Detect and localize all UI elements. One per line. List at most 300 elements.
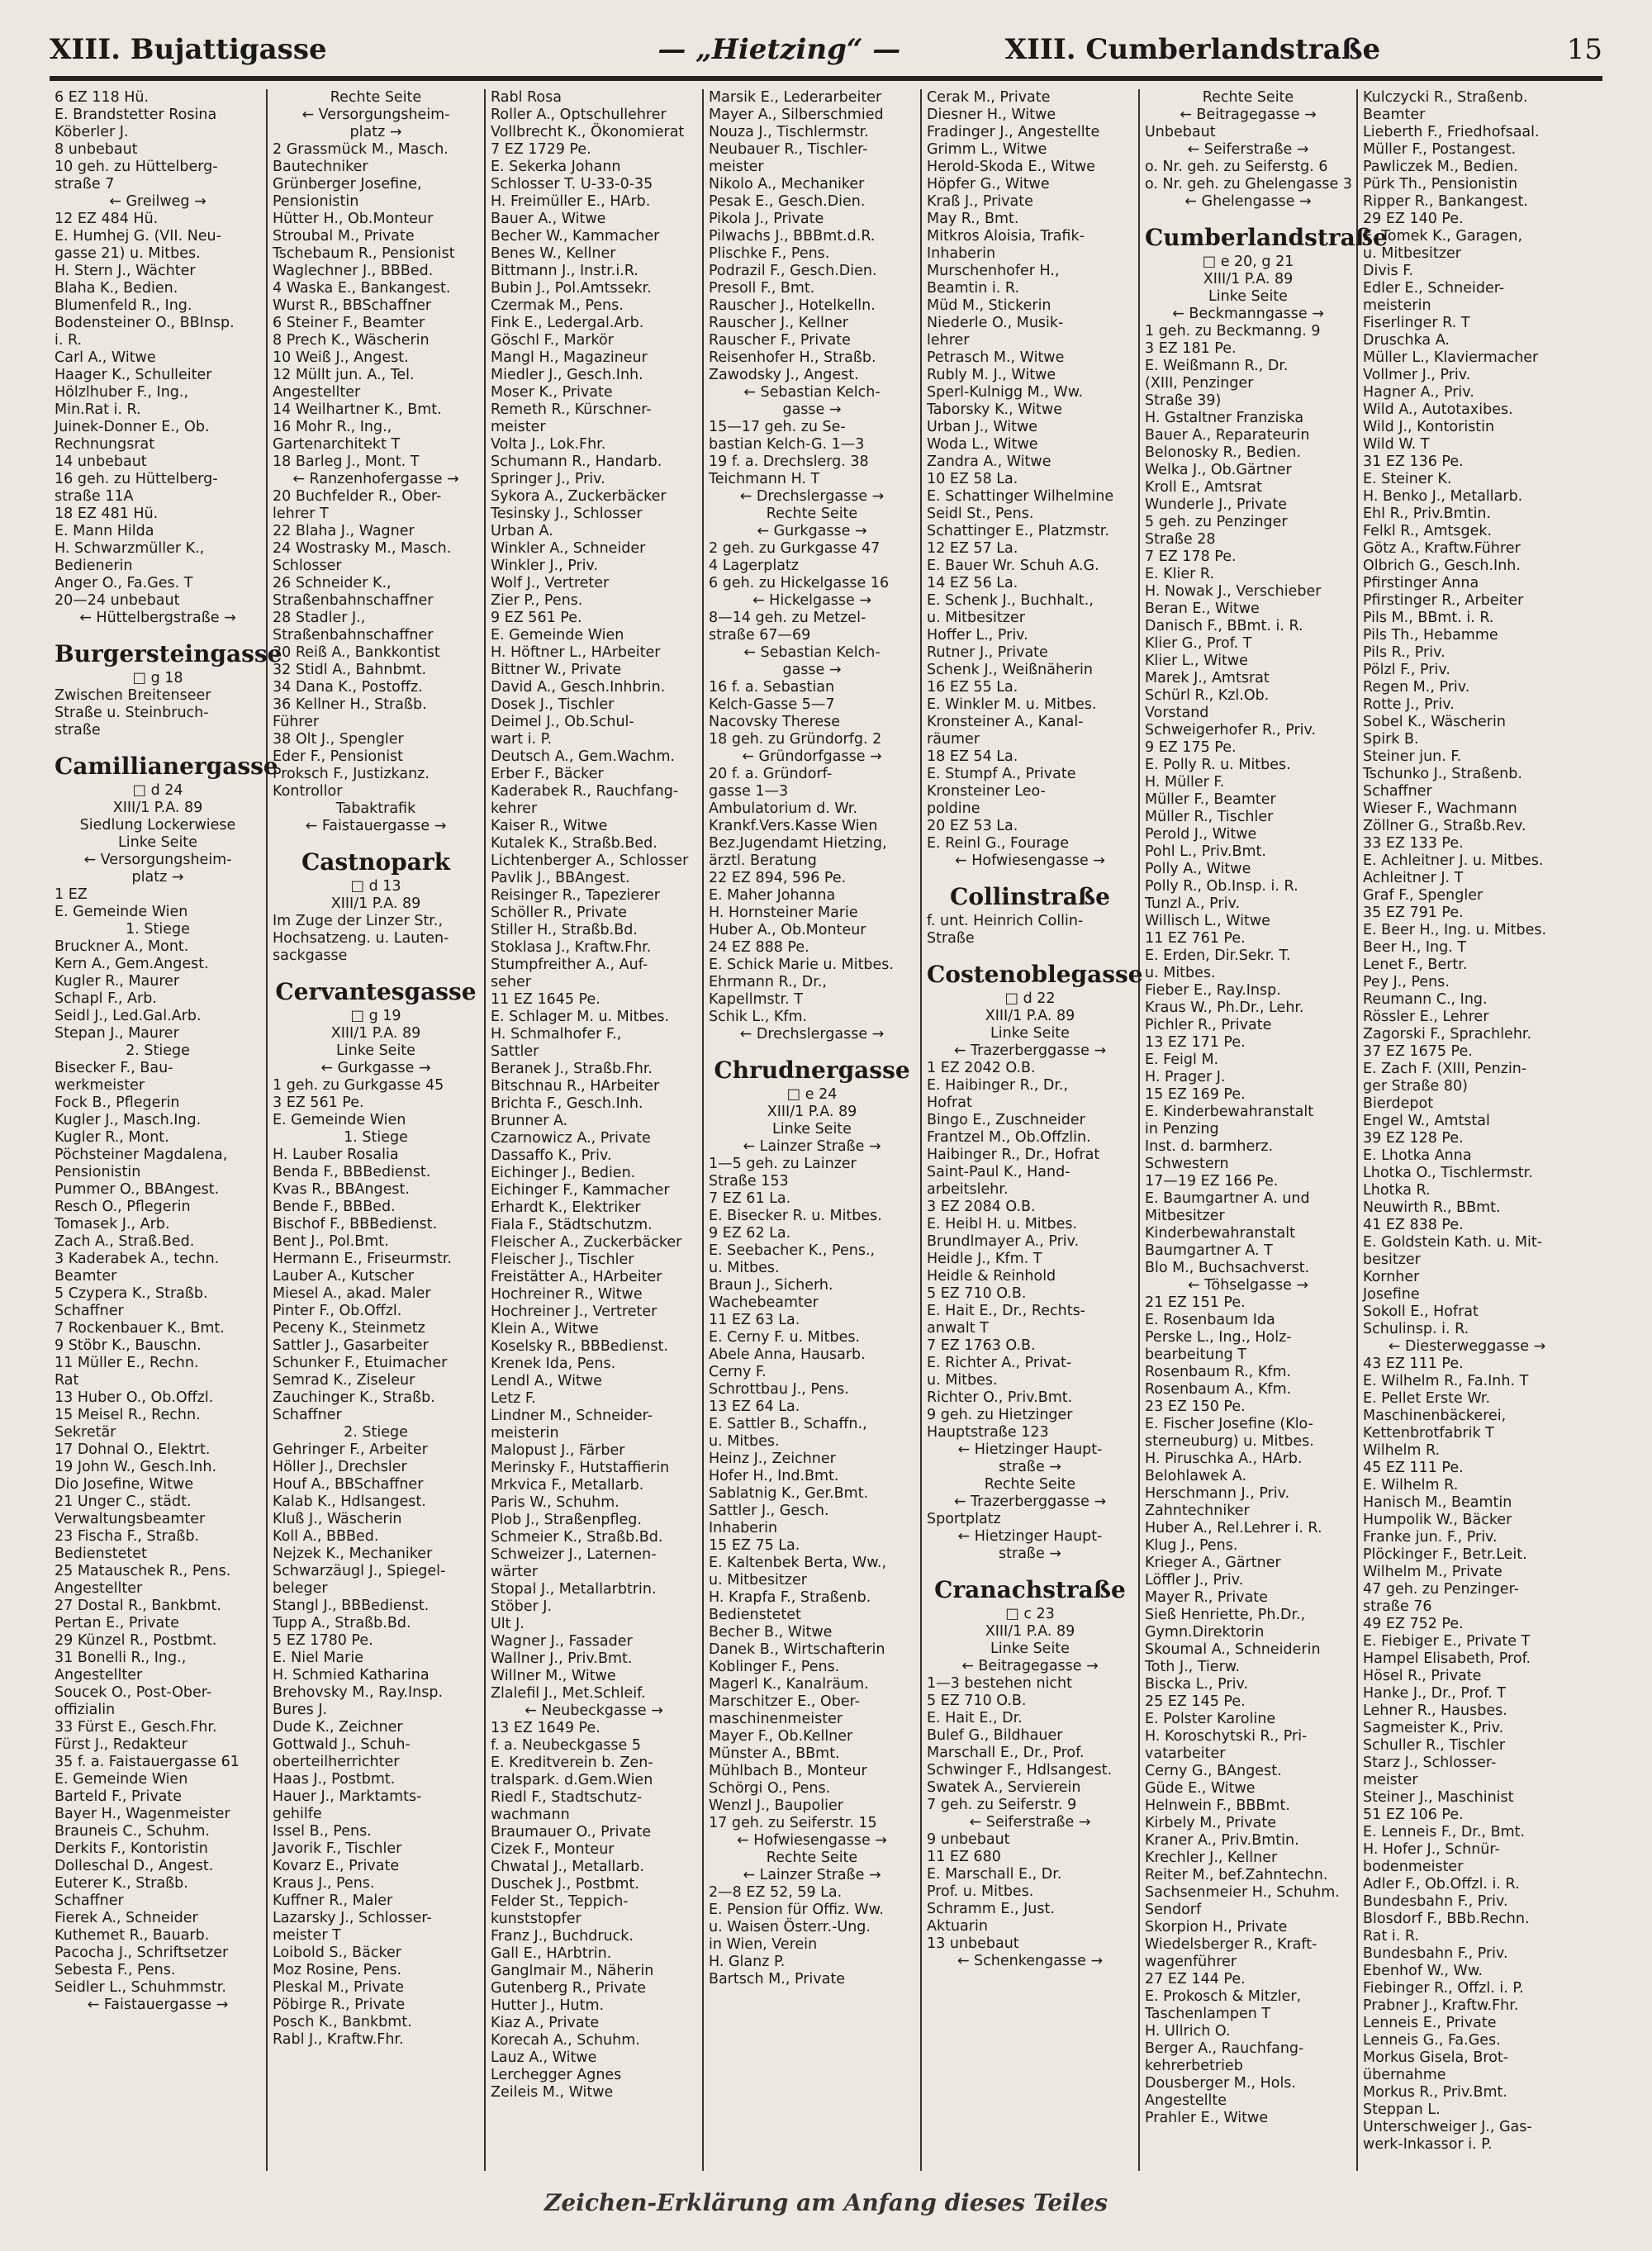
directory-entry: E. Richter A., Privat- — [927, 1355, 1072, 1371]
directory-entry: Fierek A., Schneider — [55, 1910, 198, 1926]
directory-entry: Seidler L., Schuhmmstr. — [55, 1979, 226, 1996]
directory-entry: ← Faistauergasse → — [305, 818, 447, 834]
directory-entry: Wunderle J., Private — [1145, 496, 1287, 513]
directory-entry: ← Lainzer Straße → — [743, 1138, 881, 1155]
directory-entry: Waglechner J., BBBed. — [273, 263, 434, 279]
directory-entry: Juinek-Donner E., Ob. — [55, 419, 210, 435]
directory-entry: Rössler E., Lehrer — [1363, 1009, 1489, 1025]
directory-entry: Grimm L., Witwe — [927, 141, 1047, 158]
directory-entry: Götz A., Kraftw.Führer — [1363, 540, 1521, 557]
directory-entry: 20 Buchfelder R., Ober- — [273, 488, 442, 505]
directory-entry: Bitschnau R., HArbeiter — [491, 1078, 660, 1095]
directory-entry: Abele Anna, Hausarb. — [709, 1346, 866, 1363]
directory-entry: Straße — [927, 930, 975, 947]
directory-entry: Dio Josefine, Witwe — [55, 1476, 194, 1493]
directory-entry: ← Trazerberggasse → — [953, 1494, 1107, 1510]
directory-entry: gasse 21) u. Mitbes. — [55, 245, 201, 262]
directory-entry: E. Feigl M. — [1145, 1052, 1219, 1068]
directory-entry: E. Goldstein Kath. u. Mit- — [1363, 1234, 1543, 1251]
header-right-street: XIII. Cumberlandstraße — [1004, 33, 1381, 66]
directory-entry: Kronsteiner Leo- — [927, 783, 1046, 800]
directory-entry: Wild A., Autotaxibes. — [1363, 401, 1513, 418]
directory-entry: Fiebinger R., Offzl. i. P. — [1363, 1980, 1524, 1997]
directory-entry: Rosenbaum A., Kfm. — [1145, 1381, 1292, 1398]
directory-entry: □ e 24 — [786, 1086, 838, 1103]
directory-entry: E. Tomek K., Garagen, — [1363, 228, 1523, 245]
column-4 — [704, 89, 922, 2171]
directory-entry: Stöber J. — [491, 1598, 553, 1615]
page-header — [50, 25, 1602, 74]
directory-entry: Wachebeamter — [709, 1294, 819, 1311]
directory-entry: Krieger A., Gärtner — [1145, 1555, 1281, 1571]
directory-entry: Linke Seite — [336, 1042, 415, 1059]
directory-entry: wart i. P. — [491, 731, 553, 748]
directory-entry: 11 EZ 680 — [927, 1849, 1001, 1865]
directory-entry: Schapl F., Arb. — [55, 990, 157, 1007]
directory-entry: Hanisch M., Beamtin — [1363, 1494, 1512, 1511]
directory-entry: E. Weißmann R., Dr. — [1145, 358, 1289, 374]
directory-entry: Lazarsky J., Schlosser- — [273, 1910, 432, 1926]
directory-entry: Franke jun. F., Priv. — [1363, 1529, 1498, 1546]
directory-entry: Marsik E., Lederarbeiter — [709, 89, 882, 106]
directory-entry: 7 EZ 1763 O.B. — [927, 1337, 1036, 1354]
directory-entry: Pürk Th., Pensionistin — [1363, 176, 1518, 192]
directory-entry: 9 unbebaut — [927, 1831, 1010, 1848]
directory-entry: Houf A., BBSchaffner — [273, 1476, 424, 1493]
directory-entry: Führer — [273, 714, 320, 730]
directory-entry: 17 geh. zu Seiferstr. 15 — [709, 1815, 877, 1831]
directory-entry: 51 EZ 106 Pe. — [1363, 1807, 1464, 1823]
directory-entry: Kraner A., Priv.Bmtin. — [1145, 1832, 1299, 1849]
directory-entry: E. Schattinger Wilhelmine — [927, 488, 1114, 505]
directory-entry: Cerny G., BAngest. — [1145, 1763, 1282, 1779]
directory-entry: E. Zach F. (XIII, Penzin- — [1363, 1061, 1527, 1077]
directory-entry: Soucek O., Post-Ober- — [55, 1684, 212, 1701]
directory-entry: Rauscher J., Kellner — [709, 315, 848, 331]
directory-entry: 37 EZ 1675 Pe. — [1363, 1043, 1473, 1060]
directory-entry: E. Beer H., Ing. u. Mitbes. — [1363, 922, 1547, 938]
directory-entry: Unbebaut — [1145, 124, 1216, 140]
directory-entry: Bruckner A., Mont. — [55, 938, 189, 955]
directory-entry: Rechte Seite — [766, 506, 858, 522]
directory-entry: Beamtin i. R. — [927, 280, 1020, 297]
directory-entry: räumer — [927, 731, 980, 748]
directory-entry: meisterin — [1363, 297, 1431, 314]
directory-entry: Müller F., Postangest. — [1363, 141, 1517, 158]
directory-entry: beleger — [273, 1580, 328, 1597]
directory-entry: 13 EZ 1649 Pe. — [491, 1720, 601, 1736]
directory-entry: Merinsky F., Hutstaffierin — [491, 1460, 670, 1476]
directory-entry: E. Winkler M. u. Mitbes. — [927, 696, 1097, 713]
directory-entry: Volta J., Lok.Fhr. — [491, 436, 606, 453]
directory-entry: Kroll E., Amtsrat — [1145, 479, 1262, 496]
directory-entry: Rotte J., Priv. — [1363, 696, 1455, 713]
directory-entry: ← Versorgungsheim- — [83, 852, 232, 868]
directory-entry: Lieberth F., Friedhofsaal. — [1363, 124, 1540, 140]
directory-entry: E. Achleitner J. u. Mitbes. — [1363, 852, 1544, 869]
directory-entry: Hofrat — [927, 1095, 972, 1111]
directory-entry: Aktuarin — [927, 1918, 988, 1935]
directory-entry: E. Prokosch & Mitzler, — [1145, 1988, 1302, 2005]
directory-entry: □ d 24 — [132, 782, 183, 799]
directory-entry: 27 Dostal R., Bankbmt. — [55, 1598, 221, 1614]
directory-entry: Rechte Seite — [984, 1476, 1076, 1493]
directory-entry: H. Schwarzmüller K., — [55, 540, 205, 557]
directory-entry: Hofer H., Ind.Bmt. — [709, 1468, 839, 1484]
directory-entry: Schweigerhofer R., Priv. — [1145, 722, 1317, 738]
directory-entry: 26 Schneider K., — [273, 575, 392, 591]
directory-entry: 16 EZ 55 La. — [927, 679, 1018, 696]
directory-entry: Mayer A., Silberschmied — [709, 107, 884, 123]
directory-entry: u. Mitbes. — [1145, 965, 1216, 981]
directory-entry: E. Lenneis F., Dr., Bmt. — [1363, 1824, 1526, 1840]
directory-entry: Achleitner J. T — [1363, 870, 1464, 886]
directory-entry: Koblinger F., Pens. — [709, 1659, 840, 1675]
directory-entry: meister — [1363, 1772, 1418, 1788]
directory-entry: Klier L., Witwe — [1145, 653, 1248, 669]
directory-entry: Marschall E., Dr., Prof. — [927, 1745, 1085, 1761]
directory-entry: i. R. — [55, 332, 83, 349]
directory-entry: E. Hait E., Dr., Rechts- — [927, 1303, 1085, 1319]
directory-entry: Bischof F., BBBedienst. — [273, 1216, 438, 1232]
directory-entry: Schuller R., Tischler — [1363, 1737, 1506, 1754]
directory-entry: maschinenmeister — [709, 1711, 843, 1727]
directory-entry: u. Mitbes. — [709, 1433, 780, 1450]
directory-entry: Prabner J., Kraftw.Fhr. — [1363, 1997, 1519, 2014]
directory-entry: Straßenbahnschaffner — [273, 592, 434, 609]
directory-entry: Schürl R., Kzl.Ob. — [1145, 687, 1270, 704]
directory-entry: Blaha K., Bedien. — [55, 280, 178, 297]
directory-entry: Carl A., Witwe — [55, 349, 156, 366]
street-heading: Chrudnergasse — [714, 1057, 910, 1084]
directory-entry: Kluß J., Wäscherin — [273, 1511, 402, 1527]
directory-entry: Hoffer L., Priv. — [927, 627, 1028, 643]
directory-entry: Czarnowicz A., Private — [491, 1130, 651, 1147]
directory-entry: Lhotka O., Tischlermstr. — [1363, 1165, 1533, 1181]
directory-entry: bodenmeister — [1363, 1859, 1464, 1875]
directory-entry: Koll A., BBBed. — [273, 1528, 379, 1545]
directory-entry: 7 Rockenbauer K., Bmt. — [55, 1320, 225, 1337]
directory-entry: ger Straße 80) — [1363, 1078, 1468, 1095]
directory-entry: Benes W., Kellner — [491, 245, 616, 262]
directory-entry: Mühlbach B., Monteur — [709, 1763, 867, 1779]
directory-entry: Schrottbau J., Pens. — [709, 1381, 849, 1398]
directory-entry: Fleischer A., Zuckerbäcker — [491, 1234, 682, 1251]
directory-entry: Pfirstinger Anna — [1363, 575, 1479, 591]
directory-entry: 2 geh. zu Gurkgasse 47 — [709, 540, 881, 557]
directory-entry: Vorstand — [1145, 705, 1209, 721]
directory-entry: Dude K., Zeichner — [273, 1719, 403, 1736]
directory-entry: 43 EZ 111 Pe. — [1363, 1356, 1464, 1372]
directory-entry: 19 f. a. Drechslerg. 38 — [709, 454, 869, 470]
directory-entry: lehrer T — [273, 506, 329, 522]
directory-entry: Presoll F., Bmt. — [709, 280, 815, 297]
directory-entry: E. Mann Hilda — [55, 523, 154, 539]
directory-entry: 3 Kaderabek A., techn. — [55, 1251, 220, 1267]
directory-entry: Zach A., Straß.Bed. — [55, 1233, 195, 1250]
directory-entry: E. Lhotka Anna — [1363, 1147, 1472, 1164]
directory-entry: Lenet F., Bertr. — [1363, 957, 1468, 973]
directory-entry: Benda F., BBBedienst. — [273, 1164, 431, 1180]
directory-entry: meisterin — [491, 1425, 559, 1441]
directory-entry: Tupp A., Straßb.Bd. — [273, 1615, 411, 1631]
directory-entry: Josefine — [1363, 1286, 1420, 1303]
directory-entry: Urban A. — [491, 523, 553, 539]
directory-entry: Bittmann J., Instr.i.R. — [491, 263, 638, 279]
directory-entry: Sokoll E., Hofrat — [1363, 1304, 1479, 1320]
directory-entry: u. Mitbesitzer — [1363, 245, 1461, 262]
directory-entry: Rat i. R. — [1363, 1928, 1420, 1945]
directory-entry: Hochsatzeng. u. Lauten- — [273, 930, 449, 947]
directory-entry: Brundlmayer A., Priv. — [927, 1233, 1080, 1250]
directory-entry: Sattler J., Gesch. — [709, 1503, 829, 1519]
directory-entry: 45 EZ 111 Pe. — [1363, 1460, 1464, 1476]
directory-entry: Pesak E., Gesch.Dien. — [709, 193, 866, 210]
directory-entry: E. Rosenbaum Ida — [1145, 1312, 1275, 1328]
directory-entry: Resch O., Pflegerin — [55, 1199, 191, 1215]
directory-entry: Lehner R., Hausbes. — [1363, 1702, 1507, 1719]
directory-entry: 18 EZ 54 La. — [927, 748, 1018, 765]
directory-entry: 16 Mohr R., Ing., — [273, 419, 392, 435]
directory-entry: Kugler R., Maurer — [55, 973, 180, 990]
directory-entry: 2. Stiege — [344, 1424, 408, 1441]
column-3 — [486, 89, 704, 2171]
directory-entry: 11 EZ 761 Pe. — [1145, 930, 1246, 947]
directory-entry: Inst. d. barmherz. — [1145, 1138, 1274, 1155]
directory-entry: Unterschweiger J., Gas- — [1363, 2119, 1532, 2135]
directory-entry: E. Gemeinde Wien — [491, 627, 624, 643]
directory-entry: Sablatnig K., Ger.Bmt. — [709, 1485, 869, 1502]
directory-entry: Plöckinger F., Betr.Leit. — [1363, 1546, 1527, 1563]
directory-entry: Eichinger J., Bedien. — [491, 1165, 636, 1181]
directory-entry: Ult J. — [491, 1616, 525, 1632]
directory-entry: Tabaktrafik — [335, 800, 416, 817]
directory-entry: 3 EZ 181 Pe. — [1145, 340, 1237, 357]
directory-entry: Frantzel M., Ob.Offzlin. — [927, 1129, 1091, 1146]
directory-entry: Korecah A., Schuhm. — [491, 2032, 640, 2049]
directory-entry: Becher W., Kammacher — [491, 228, 660, 245]
directory-entry: Kraus W., Ph.Dr., Lehr. — [1145, 1000, 1304, 1016]
directory-entry: Pacocha J., Schriftsetzer — [55, 1945, 229, 1961]
directory-entry: Linke Seite — [118, 834, 197, 851]
directory-entry: Seidl J., Led.Gal.Arb. — [55, 1008, 202, 1024]
directory-entry: in Penzing — [1145, 1121, 1219, 1137]
directory-entry: H. Gstaltner Franziska — [1145, 410, 1304, 426]
directory-entry: E. Seebacher K., Pens., — [709, 1242, 876, 1259]
directory-entry: Inhaberin — [927, 245, 996, 262]
directory-entry: Schlosser — [273, 558, 342, 574]
directory-entry: anwalt T — [927, 1320, 989, 1337]
directory-entry: Kiaz A., Private — [491, 2015, 600, 2031]
directory-entry: Chwatal J., Metallarb. — [491, 1859, 644, 1875]
directory-entry: 14 unbebaut — [55, 454, 147, 470]
directory-entry: Swatek A., Servierein — [927, 1779, 1081, 1796]
street-heading: Burgersteingasse — [55, 640, 282, 667]
directory-entry: Kvas R., BBAngest. — [273, 1181, 410, 1198]
directory-entry: werkmeister — [55, 1077, 145, 1094]
directory-entry: □ g 19 — [350, 1008, 401, 1024]
directory-entry: Fock B., Pflegerin — [55, 1095, 180, 1111]
directory-entry: übernahme — [1363, 2067, 1446, 2083]
directory-entry: Pöbirge R., Private — [273, 1997, 406, 2013]
directory-entry: Min.Rat i. R. — [55, 401, 141, 418]
directory-entry: 41 EZ 838 Pe. — [1363, 1217, 1464, 1233]
directory-entry: Fiserlinger R. T — [1363, 315, 1470, 331]
directory-entry: Koselsky R., BBBedienst. — [491, 1338, 668, 1355]
directory-entry: Pertan E., Private — [55, 1615, 179, 1631]
directory-entry: Rechnungsrat — [55, 436, 155, 453]
directory-entry: Zandra A., Witwe — [927, 454, 1051, 470]
directory-entry: Kinderbewahranstalt — [1145, 1225, 1295, 1242]
directory-entry: Urban J., Witwe — [927, 419, 1038, 435]
directory-entry: Pensionistin — [55, 1164, 141, 1180]
directory-entry: besitzer — [1363, 1251, 1421, 1268]
directory-entry: Edler E., Schneider- — [1363, 280, 1505, 297]
page-footer-note: Zeichen-Erklärung am Anfang dieses Teiles — [544, 2189, 1108, 2216]
directory-entry: Reisinger R., Tapezierer — [491, 887, 660, 904]
street-heading: Cervantesgasse — [275, 978, 477, 1005]
directory-entry: Pöchsteiner Magdalena, — [55, 1147, 228, 1163]
directory-entry: Schaffner — [55, 1892, 124, 1909]
directory-entry: 16 geh. zu Hüttelberg- — [55, 471, 218, 487]
directory-entry: Druschka A. — [1363, 332, 1450, 349]
directory-entry: Lenneis G., Fa.Ges. — [1363, 2032, 1501, 2049]
directory-entry: Hauer J., Marktamts- — [273, 1788, 422, 1805]
directory-entry: Sperl-Kulnigg M., Ww. — [927, 384, 1084, 401]
directory-entry: Lendl A., Witwe — [491, 1373, 602, 1389]
directory-entry: Cerak M., Private — [927, 89, 1051, 106]
directory-entry: 31 EZ 136 Pe. — [1363, 454, 1464, 470]
directory-entry: Zöllner G., Straßb.Rev. — [1363, 818, 1526, 834]
directory-entry: Stumpfreither A., Auf- — [491, 957, 648, 973]
directory-entry: Heidle J., Kfm. T — [927, 1251, 1042, 1267]
directory-entry: tralspark. d.Gem.Wien — [491, 1772, 653, 1788]
directory-entry: gasse 1—3 — [709, 783, 789, 800]
directory-entry: Sobel K., Wäscherin — [1363, 714, 1506, 730]
directory-entry: 5 EZ 1780 Pe. — [273, 1632, 373, 1649]
directory-entry: Schaffner — [1363, 783, 1432, 800]
directory-entry: ← Hofwiesengasse → — [955, 852, 1105, 869]
directory-entry: Sattler — [491, 1043, 539, 1060]
directory-entry: Löffler J., Priv. — [1145, 1572, 1244, 1589]
directory-entry: 14 EZ 56 La. — [927, 575, 1018, 591]
directory-entry: Vollbrecht K., Ökonomierat — [491, 124, 685, 140]
directory-entry: Linke Seite — [990, 1641, 1070, 1657]
directory-entry: Freistätter A., HArbeiter — [491, 1269, 662, 1285]
directory-entry: 10 EZ 58 La. — [927, 471, 1018, 487]
directory-entry: Gutenberg R., Private — [491, 1980, 647, 1997]
directory-entry: Mangl H., Magazineur — [491, 349, 648, 366]
directory-entry: gehilfe — [273, 1806, 322, 1822]
directory-entry: 7 EZ 178 Pe. — [1145, 549, 1237, 565]
directory-entry: Kaiser R., Witwe — [491, 818, 608, 834]
directory-entry: Lhotka R. — [1363, 1182, 1431, 1199]
directory-entry: f. unt. Heinrich Collin- — [927, 913, 1084, 929]
directory-entry: Blo M., Buchsachverst. — [1145, 1260, 1310, 1276]
directory-entry: 9 EZ 175 Pe. — [1145, 739, 1237, 756]
directory-entry: Straße 153 — [709, 1173, 789, 1190]
directory-entry: 36 Kellner H., Straßb. — [273, 696, 427, 713]
directory-entry: Kovarz E., Private — [273, 1858, 400, 1874]
directory-entry: Moser K., Private — [491, 384, 613, 401]
directory-entry: wagenführer — [1145, 1954, 1237, 1970]
directory-entry: sackgasse — [273, 947, 348, 964]
directory-entry: Schwinger F., Hdlsangest. — [927, 1762, 1113, 1778]
directory-entry: May R., Bmt. — [927, 211, 1019, 227]
directory-entry: Beamter — [1363, 107, 1426, 123]
directory-entry: Pawliczek M., Bedien. — [1363, 159, 1518, 175]
directory-entry: Bingo E., Zuschneider — [927, 1112, 1085, 1128]
directory-entry: 27 EZ 144 Pe. — [1145, 1971, 1246, 1987]
directory-entry: 32 Stidl A., Bahnbmt. — [273, 662, 427, 678]
directory-entry: gasse → — [782, 662, 842, 678]
directory-entry: 10 Weiß J., Angest. — [273, 349, 409, 366]
directory-entry: Dousberger M., Hols. — [1145, 2075, 1296, 2092]
directory-entry: Polly R., Ob.Insp. i. R. — [1145, 878, 1298, 895]
directory-entry: Perske L., Ing., Holz- — [1145, 1329, 1292, 1346]
directory-entry: 7 EZ 1729 Pe. — [491, 141, 591, 158]
directory-entry: vatarbeiter — [1145, 1745, 1226, 1762]
directory-entry: Pey J., Pens. — [1363, 974, 1450, 990]
directory-entry: kunststopfer — [491, 1911, 582, 1927]
directory-entry: straße → — [999, 1459, 1061, 1475]
directory-entry: Polly A., Witwe — [1145, 861, 1251, 877]
directory-entry: Kaderabek R., Rauchfang- — [491, 783, 679, 800]
directory-entry: Schunker F., Etuimacher — [273, 1355, 448, 1371]
directory-entry: XIII/1 P.A. 89 — [112, 800, 203, 816]
directory-entry: Hochreiner R., Witwe — [491, 1286, 643, 1303]
directory-entry: Saint-Paul K., Hand- — [927, 1164, 1070, 1180]
directory-entry: Danisch F., BBmt. i. R. — [1145, 618, 1303, 634]
directory-entry: Reiter M., bef.Zahntechn. — [1145, 1867, 1328, 1883]
directory-entry: 24 Wostrasky M., Masch. — [273, 540, 452, 557]
directory-entry: Pils M., BBmt. i. R. — [1363, 610, 1494, 626]
directory-entry: 20 EZ 53 La. — [927, 818, 1018, 834]
directory-entry: Pinter F., Ob.Offzl. — [273, 1303, 402, 1319]
directory-entry: Murschenhofer H., — [927, 263, 1060, 279]
directory-entry: 8 unbebaut — [55, 141, 138, 158]
directory-entry: Bautechniker — [273, 159, 368, 175]
directory-entry: Rechte Seite — [1202, 89, 1294, 106]
directory-entry: bastian Kelch-G. 1—3 — [709, 436, 865, 453]
directory-entry: (XIII, Penzinger — [1145, 375, 1254, 392]
directory-entry: XIII/1 P.A. 89 — [1203, 271, 1294, 287]
directory-entry: Tschunko J., Straßenb. — [1363, 766, 1522, 782]
directory-entry: Rauscher F., Private — [709, 332, 851, 349]
directory-entry: Rubly M. J., Witwe — [927, 367, 1056, 383]
directory-entry: Kontrollor — [273, 783, 343, 800]
directory-entry: Kraß J., Private — [927, 193, 1033, 210]
directory-entry: Teichmann H. T — [709, 471, 820, 487]
directory-entry: 29 Künzel R., Postbmt. — [55, 1632, 217, 1649]
directory-entry: 33 Fürst E., Gesch.Fhr. — [55, 1719, 217, 1736]
directory-entry: Bundesbahn F., Priv. — [1363, 1945, 1508, 1962]
directory-entry: 6 EZ 118 Hü. — [55, 89, 150, 106]
directory-entry: Bisecker F., Bau- — [55, 1060, 173, 1076]
directory-entry: 18 Barleg J., Mont. T — [273, 454, 420, 470]
directory-entry: Kugler R., Mont. — [55, 1129, 169, 1146]
directory-entry: Bedienstetet — [55, 1546, 147, 1562]
directory-entry: H. Müller F. — [1145, 774, 1225, 791]
directory-entry: Schörgi O., Pens. — [709, 1780, 831, 1797]
directory-entry: Kronsteiner A., Kanal- — [927, 714, 1084, 730]
directory-entry: ← Töhselgasse → — [1187, 1277, 1309, 1294]
directory-entry: 11 EZ 63 La. — [709, 1312, 800, 1328]
directory-entry: E. Erden, Dir.Sekr. T. — [1145, 947, 1291, 964]
directory-entry: Prof. u. Mitbes. — [927, 1883, 1034, 1900]
directory-entry: 29 EZ 140 Pe. — [1363, 211, 1464, 227]
directory-entry: Wurst R., BBSchaffner — [273, 297, 432, 314]
